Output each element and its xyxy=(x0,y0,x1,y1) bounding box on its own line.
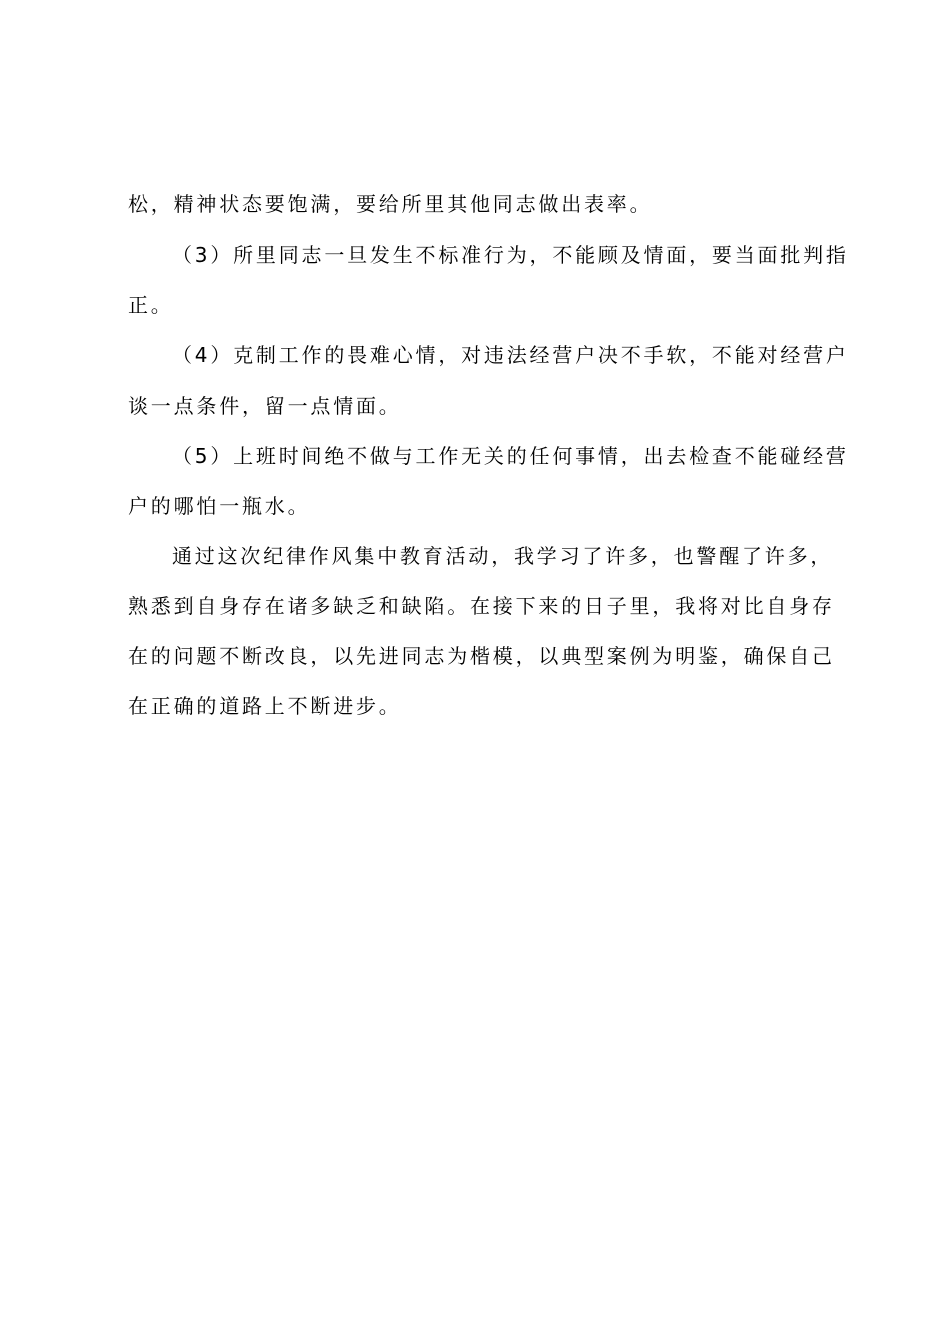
paragraph-line: 熟悉到自身存在诸多缺乏和缺陷。在接下来的日子里，我将对比自身存 xyxy=(128,594,835,618)
paragraph-line: 户的哪怕一瓶水。 xyxy=(128,494,311,518)
paragraph-line: （3）所里同志一旦发生不标准行为，不能顾及情面，要当面批判指 xyxy=(172,243,849,267)
paragraph-line: 松，精神状态要饱满，要给所里其他同志做出表率。 xyxy=(128,192,653,216)
paragraph-line: 在的问题不断改良，以先进同志为楷模，以典型案例为明鉴，确保自己 xyxy=(128,644,835,668)
paragraph-line: 通过这次纪律作风集中教育活动，我学习了许多，也警醒了许多， xyxy=(172,544,834,568)
paragraph-line: 正。 xyxy=(128,293,174,317)
paragraph-line: （5）上班时间绝不做与工作无关的任何事情，出去检查不能碰经营 xyxy=(172,444,849,468)
paragraph-line: 在正确的道路上不断进步。 xyxy=(128,694,402,718)
paragraph-line: 谈一点条件，留一点情面。 xyxy=(128,394,402,418)
paragraph-line: （4）克制工作的畏难心情，对违法经营户决不手软，不能对经营户 xyxy=(172,343,849,367)
